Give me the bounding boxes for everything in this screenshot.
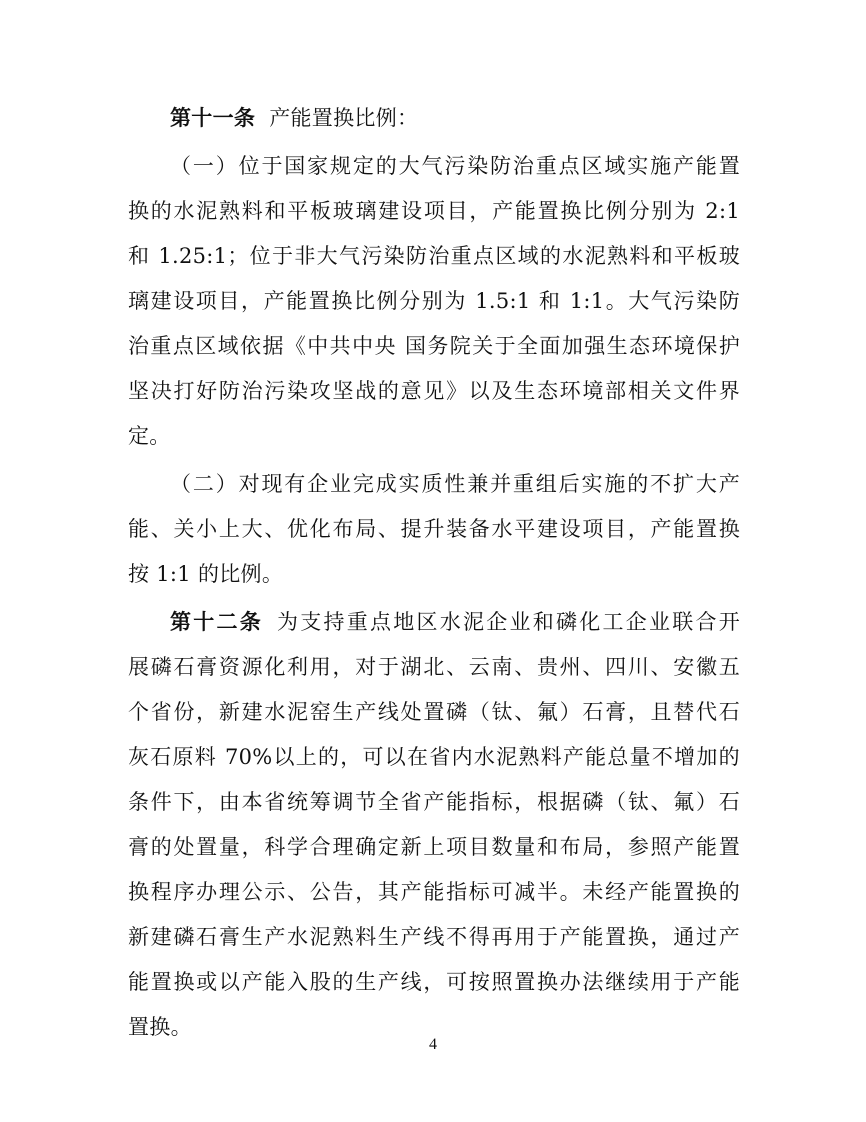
- article-12-text: 为支持重点地区水泥企业和磷化工企业联合开: [277, 610, 741, 634]
- paragraph-line: 换程序办理公示、公告，其产能指标可减半。未经产能置换的: [128, 880, 740, 904]
- paragraph-line: 灰石原料 70%以上的，可以在省内水泥熟料产能总量不增加的: [128, 745, 740, 769]
- paragraph-line: 条件下，由本省统筹调节全省产能指标，根据磷（钛、氟）石: [128, 790, 740, 814]
- paragraph-line: 置换。: [128, 1015, 192, 1039]
- paragraph-line: 能置换或以产能入股的生产线，可按照置换办法继续用于产能: [128, 970, 740, 994]
- paragraph-line: （一）位于国家规定的大气污染防治重点区域实施产能置: [170, 154, 740, 178]
- paragraph-line: 能、关小上大、优化布局、提升装备水平建设项目，产能置换: [128, 517, 740, 541]
- paragraph-line: 治重点区域依据《中共中央 国务院关于全面加强生态环境保护: [128, 334, 740, 358]
- article-12-label: 第十二条: [170, 610, 263, 634]
- document-body: [128, 96, 740, 1050]
- article-12: [128, 600, 740, 1050]
- article-11-title: 产能置换比例：: [269, 106, 419, 130]
- paragraph-line: 璃建设项目，产能置换比例分别为 1.5:1 和 1:1。大气污染防: [128, 289, 740, 313]
- paragraph-line: 个省份，新建水泥窑生产线处置磷（钛、氟）石膏，且替代石: [128, 700, 740, 724]
- article-11-label: 第十一条: [170, 106, 256, 130]
- article-11-item-2: [128, 462, 740, 597]
- paragraph-line: （二）对现有企业完成实质性兼并重组后实施的不扩大产: [170, 472, 740, 496]
- paragraph-line: 换的水泥熟料和平板玻璃建设项目，产能置换比例分别为 2:1: [128, 199, 740, 223]
- page-number: 4: [429, 1036, 437, 1053]
- paragraph-line: 按 1:1 的比例。: [128, 562, 284, 586]
- paragraph-line: 和 1.25:1；位于非大气污染防治重点区域的水泥熟料和平板玻: [128, 244, 740, 268]
- paragraph-line: 膏的处置量，科学合理确定新上项目数量和布局，参照产能置: [128, 835, 740, 859]
- paragraph-line: 坚决打好防治污染攻坚战的意见》以及生态环境部相关文件界: [128, 379, 740, 403]
- paragraph-line: 定。: [128, 424, 171, 448]
- paragraph-line: 新建磷石膏生产水泥熟料生产线不得再用于产能置换，通过产: [128, 925, 740, 949]
- article-11-heading: [128, 96, 740, 141]
- paragraph-line: 展磷石膏资源化利用，对于湖北、云南、贵州、四川、安徽五: [128, 655, 740, 679]
- article-12-first-line: [128, 600, 740, 645]
- article-11-item-1: [128, 144, 740, 459]
